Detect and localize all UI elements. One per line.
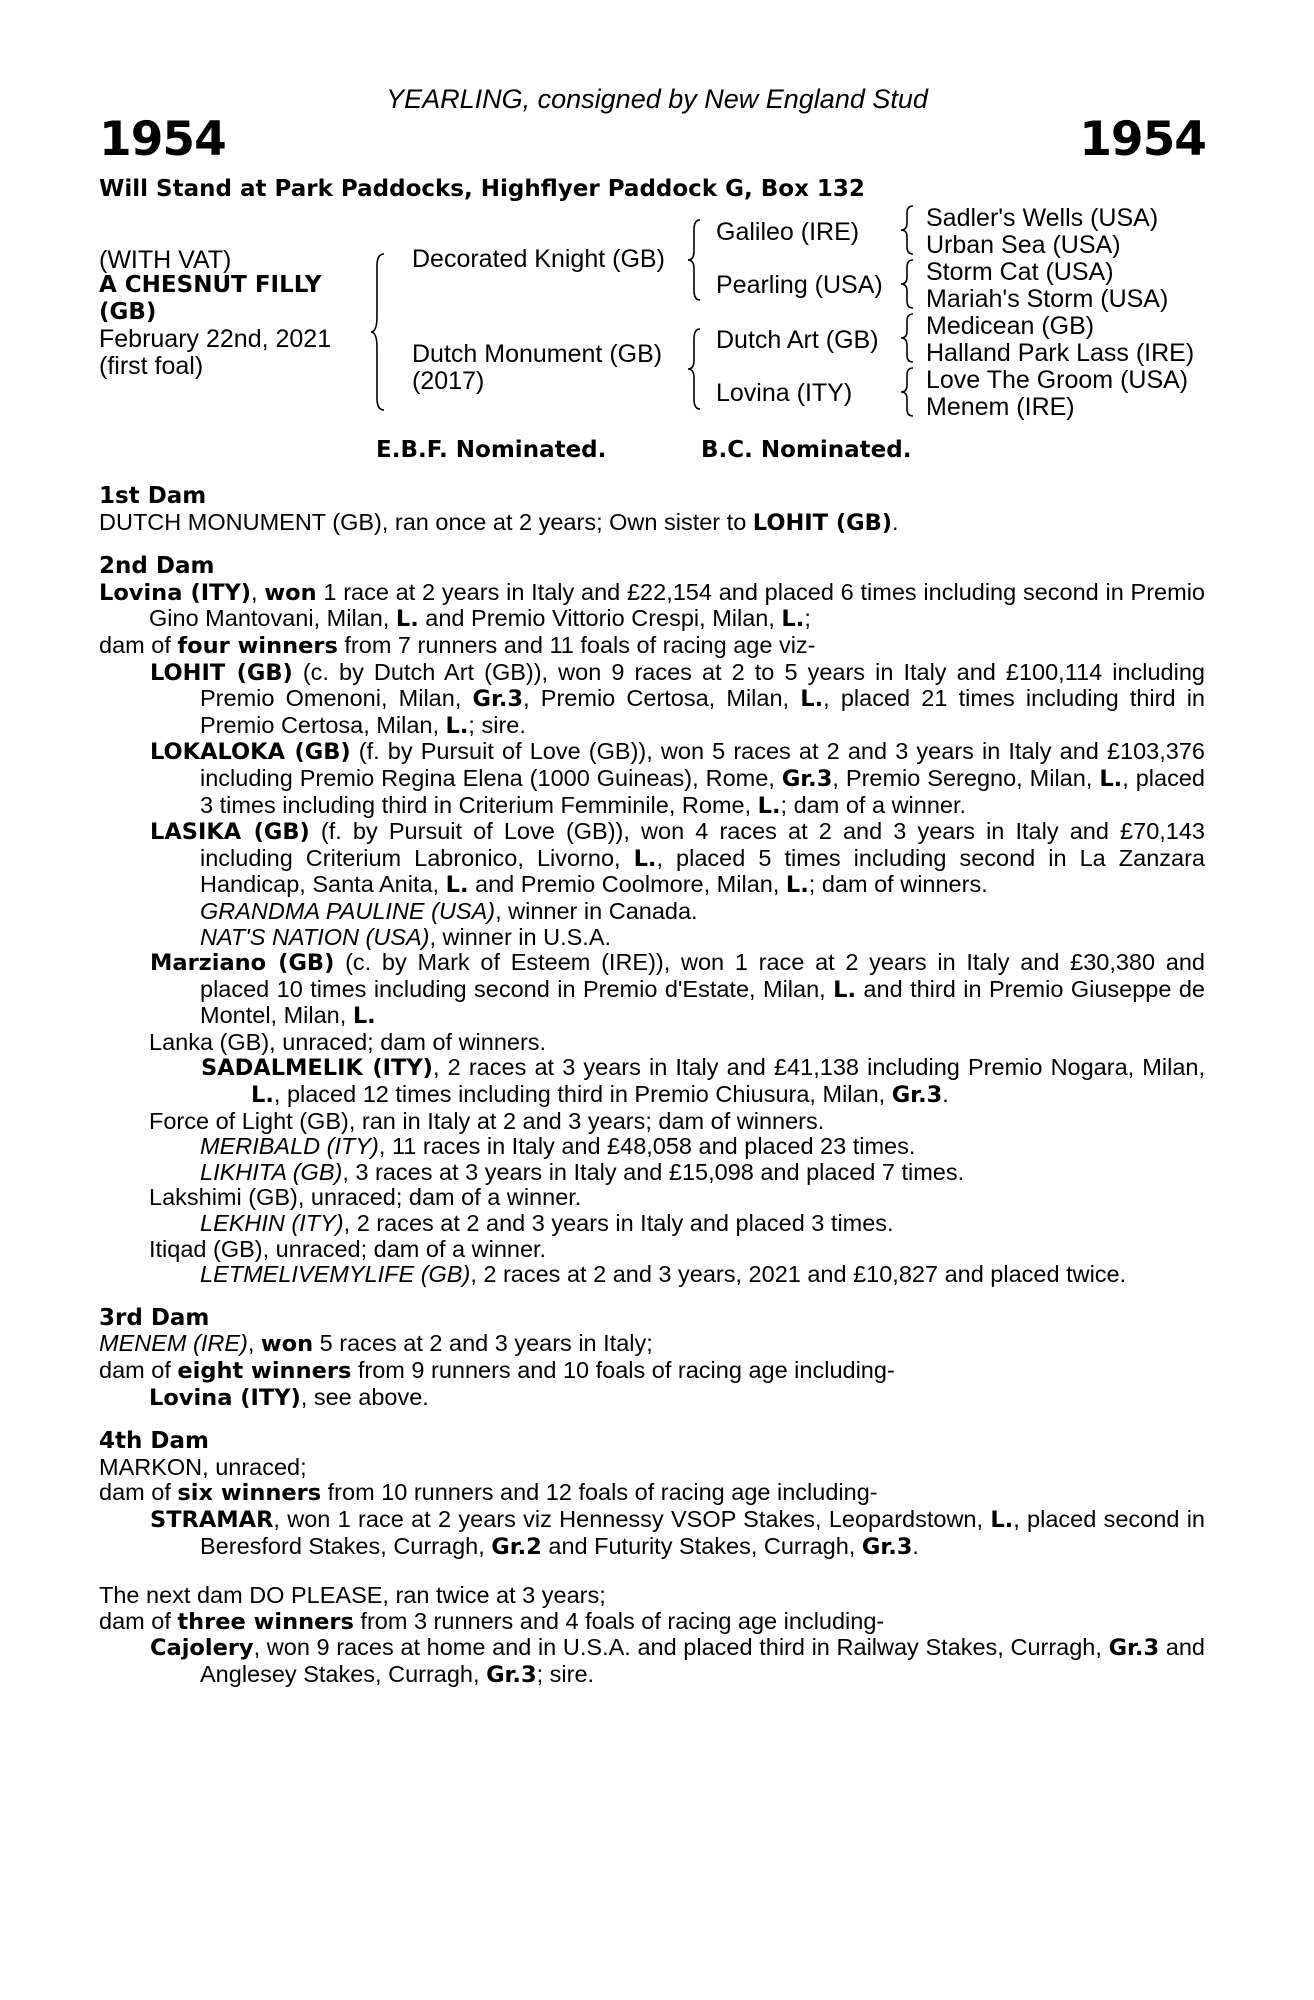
dam-foal-year: (2017) [412,367,485,395]
foaling-date: February 22nd, 2021 [99,325,332,353]
ebf-nomination: E.B.F. Nominated. [376,437,607,463]
third-dam-heading: 3rd Dam [99,1304,210,1331]
third-dam-produce-lovina: Lovina (ITY), see above. [149,1383,429,1411]
grandprogeny-letmelivemylife: LETMELIVEMYLIFE (GB), 2 races at 2 and 3 years, 2021 and £10,827 and placed twice. [200,1261,1127,1288]
ancestor-storm-cat: Storm Cat (USA) [926,258,1114,286]
fourth-dam-produce-summary: dam of six winners from 10 runners and 12 foals of racing age including- [99,1479,878,1507]
fourth-dam-produce-stramar: STRAMAR, won 1 race at 2 years viz Hennessy VSOP Stakes, Leopardstown, L., placed second in Beresford Stakes, Curragh, Gr.2 and Futurity Stakes, Curragh, Gr.3. [150,1505,1205,1560]
second-dam-heading: 2nd Dam [99,553,215,580]
bc-nomination: B.C. Nominated. [701,437,912,463]
second-dam-entry: Lovina (ITY), won 1 race at 2 years in Italy and £22,154 and placed 6 times including second in Premio Gino Mantovani, Milan, L. and Premio Vittorio Crespi, Milan, L.; [99,578,1205,633]
produce-lakshimi: Lakshimi (GB), unraced; dam of a winner. [149,1184,582,1211]
grandprogeny-likhita: LIKHITA (GB), 3 races at 3 years in Italy and £15,098 and placed 7 times. [200,1158,965,1185]
third-dam-entry: MENEM (IRE), won 5 races at 2 and 3 years in Italy; [99,1330,653,1358]
pedigree-bracket-g3c [900,312,916,364]
dam-name: Dutch Monument (GB) [412,340,663,368]
next-dam-produce-summary: dam of three winners from 3 runners and 4 foals of racing age including- [99,1607,885,1635]
pedigree-bracket-g3d [900,366,916,418]
ancestor-menem: Menem (IRE) [926,393,1075,421]
ancestor-mariahs-storm: Mariah's Storm (USA) [926,285,1169,313]
produce-lasika: LASIKA (GB) (f. by Pursuit of Love (GB)), won 4 races at 2 and 3 years in Italy and £70,143 including Criterium Labronico, Livorno, L., placed 5 times including second in La Zanzara Handicap, Santa Anita, L. and Premio Coolmore, Milan, L.; dam of winners. [150,818,1205,899]
horse-country: (GB) [99,299,157,325]
pedigree-bracket-sire [688,218,704,302]
sire-dam-name: Pearling (USA) [716,271,883,299]
dam-dam-name: Lovina (ITY) [716,379,853,407]
stand-location: Will Stand at Park Paddocks, Highflyer Paddock G, Box 132 [99,176,865,202]
first-dam-heading: 1st Dam [99,483,207,509]
second-dam-produce-summary: dam of four winners from 7 runners and 11 foals of racing age viz- [99,631,816,659]
first-dam-entry: DUTCH MONUMENT (GB), ran once at 2 years; Own sister to LOHIT (GB). [99,508,899,536]
produce-lokaloka: LOKALOKA (GB) (f. by Pursuit of Love (GB)), won 5 races at 2 and 3 years in Italy and £103,376 including Premio Regina Elena (1000 Guineas), Rome, Gr.3, Premio Seregno, Milan, L., placed 3 times including third in Criterium Femminile, Rome, L.; dam of a winner. [150,738,1205,819]
ancestor-medicean: Medicean (GB) [926,312,1095,340]
produce-marziano: Marziano (GB) (c. by Mark of Esteem (IRE)), won 1 race at 2 years in Italy and £30,380 and placed 10 times including second in Premio d'Estate, Milan, L. and third in Premio Giuseppe de Montel, Milan, L. [150,949,1206,1030]
next-dam-entry: The next dam DO PLEASE, ran twice at 3 years; [99,1582,606,1609]
produce-itiqad: Itiqad (GB), unraced; dam of a winner. [149,1235,547,1262]
fourth-dam-heading: 4th Dam [99,1428,209,1455]
grandprogeny-meribald: MERIBALD (ITY), 11 races in Italy and £48,058 and placed 23 times. [200,1133,916,1160]
ancestor-halland-park-lass: Halland Park Lass (IRE) [926,339,1195,367]
sire-sire-name: Galileo (IRE) [716,218,860,246]
lot-number-right: 1954 [1079,112,1206,167]
third-dam-produce-summary: dam of eight winners from 9 runners and 10 foals of racing age including- [99,1357,895,1384]
ancestor-urban-sea: Urban Sea (USA) [926,231,1121,259]
grandprogeny-grandma-pauline: GRANDMA PAULINE (USA), winner in Canada. [200,897,698,924]
produce-lanka: Lanka (GB), unraced; dam of winners. [149,1028,547,1055]
grandprogeny-lekhin: LEKHIN (ITY), 2 races at 2 and 3 years in Italy and placed 3 times. [200,1210,894,1237]
ancestor-love-the-groom: Love The Groom (USA) [926,366,1189,394]
dam-sire-name: Dutch Art (GB) [716,326,879,354]
produce-lohit: LOHIT (GB) (c. by Dutch Art (GB)), won 9 races at 2 to 5 years in Italy and £100,114 including Premio Omenoni, Milan, Gr.3, Premio Certosa, Milan, L., placed 21 times including third in Premio Certosa, Milan, L.; sire. [150,658,1205,739]
grandprogeny-sadalmelik: SADALMELIK (ITY), 2 races at 3 years in Italy and £41,138 including Premio Nogara, Milan, L., placed 12 times including third in Premio Chiusura, Milan, Gr.3. [201,1054,1205,1109]
fourth-dam-entry: MARKON, unraced; [99,1453,307,1480]
consignor-line: YEARLING, consigned by New England Stud [386,84,928,114]
catalogue-body [99,484,1205,1689]
sire-name: Decorated Knight (GB) [412,245,665,273]
produce-force-of-light: Force of Light (GB), ran in Italy at 2 and 3 years; dam of winners. [149,1107,825,1134]
pedigree-bracket-g3b [900,258,916,310]
grandprogeny-nats-nation: NAT'S NATION (USA), winner in U.S.A. [200,923,612,950]
horse-name: A CHESNUT FILLY [99,272,322,298]
next-dam-produce-cajolery: Cajolery, won 9 races at home and in U.S.A. and placed third in Railway Stakes, Curragh, Gr.3 and Anglesey Stakes, Curragh, Gr.3; sire. [150,1634,1205,1688]
pedigree-bracket-dam [688,327,704,411]
lot-number-left: 1954 [99,112,226,167]
vat-note: (WITH VAT) [99,246,232,274]
foal-note: (first foal) [99,352,204,380]
ancestor-sadlers-wells: Sadler's Wells (USA) [926,204,1159,232]
pedigree-bracket-g3a [900,204,916,256]
pedigree-bracket-main [372,252,392,412]
